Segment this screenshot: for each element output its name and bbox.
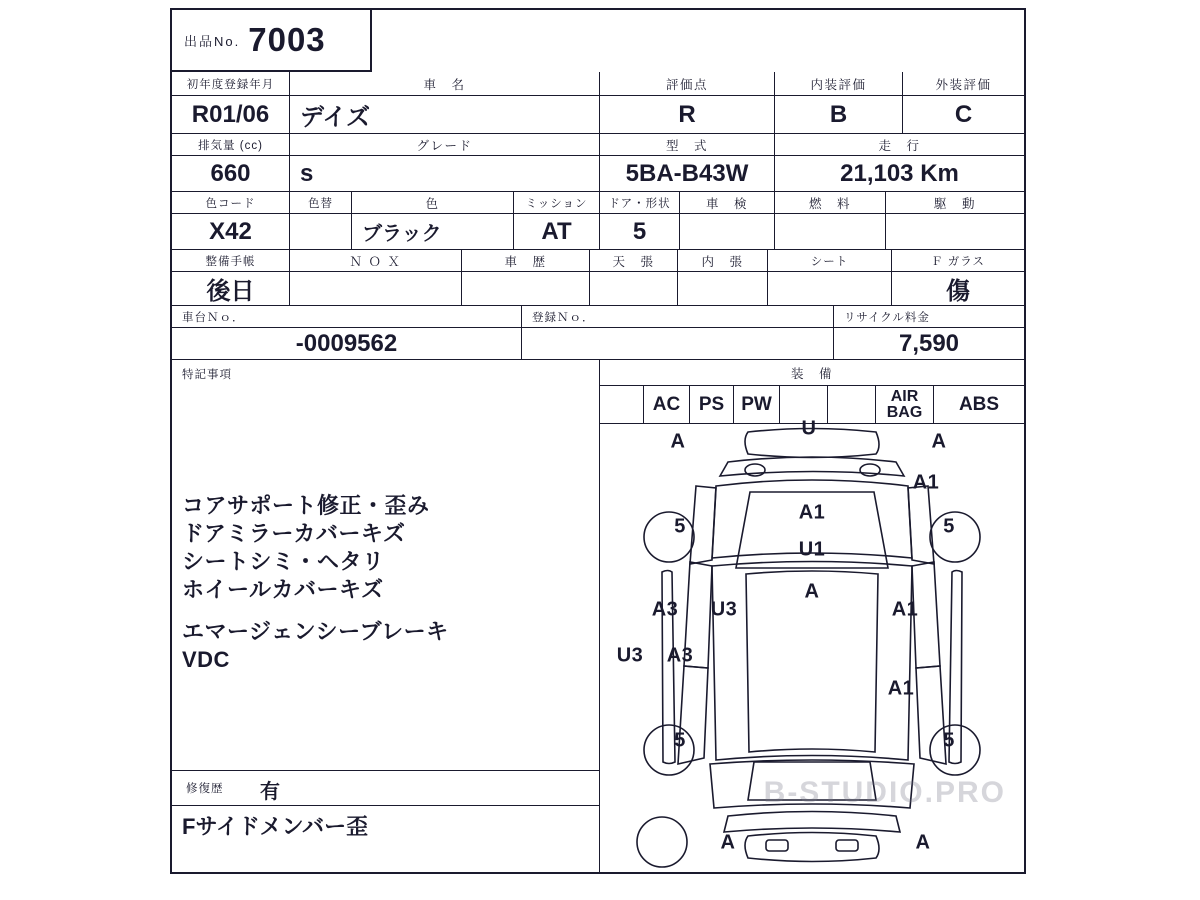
repair-detail: Fサイドメンバー歪: [182, 814, 369, 839]
label-recycle-fee: リサイクル料金: [834, 306, 1024, 328]
label-first-reg-year: 初年度登録年月: [172, 72, 290, 96]
notes-label: 特記事項: [182, 369, 232, 381]
label-doors: ドア・形状: [600, 192, 680, 214]
value-mission: AT: [514, 214, 600, 250]
value-displacement: 660: [172, 156, 290, 192]
damage-mark: A1: [798, 501, 826, 524]
damage-mark: U1: [798, 538, 826, 561]
repair-history-value: 有: [260, 781, 280, 803]
equipment-cell-ps: PS: [690, 386, 734, 424]
airbag-line-2: BAG: [886, 403, 923, 421]
airbag-line-1: AIR: [890, 387, 919, 405]
label-model-code: 型 式: [600, 134, 775, 156]
value-grade: s: [290, 156, 600, 192]
value-chassis-no: -0009562: [172, 328, 522, 360]
value-doors: 5: [600, 214, 680, 250]
damage-mark: A: [720, 831, 736, 854]
note-line: コアサポート修正・歪み: [182, 493, 430, 518]
value-color-code: X42: [172, 214, 290, 250]
label-color-code: 色コード: [172, 192, 290, 214]
equipment-cell-ac: AC: [644, 386, 690, 424]
label-seat: シート: [768, 250, 892, 272]
label-registration-no: 登録Ｎｏ．: [522, 306, 834, 328]
lot-number-label: 出品No.: [184, 33, 241, 49]
damage-mark: A3: [651, 598, 679, 621]
note-line: ドアミラーカバーキズ: [182, 521, 406, 547]
auction-sheet: [170, 8, 1026, 874]
value-car-name: デイズ: [290, 96, 600, 134]
damage-mark: A: [804, 580, 820, 603]
damage-mark: U3: [710, 598, 738, 621]
label-color: 色: [352, 192, 514, 214]
label-grade: グレード: [290, 134, 600, 156]
value-recycle-fee: 7,590: [834, 328, 1024, 360]
label-car-name: 車 名: [290, 72, 600, 96]
label-exterior-rating: 外装評価: [903, 72, 1024, 96]
label-front-glass: Ｆ ガラス: [892, 250, 1024, 272]
damage-mark: U3: [616, 644, 644, 667]
label-fuel: 燃 料: [775, 192, 886, 214]
damage-mark: A1: [891, 598, 919, 621]
damage-mark: A1: [887, 677, 915, 700]
note-line: ホイールカバーキズ: [182, 577, 384, 603]
label-maintenance-book: 整備手帳: [172, 250, 290, 272]
label-roof-lining: 天 張: [590, 250, 678, 272]
lot-number-value: 7003: [248, 21, 326, 58]
damage-mark: A: [915, 831, 931, 854]
equipment-cell-abs: ABS: [934, 386, 1024, 424]
damage-mark: 5: [674, 515, 686, 538]
damage-mark: 5: [674, 729, 686, 752]
label-nox: Ｎ Ｏ Ｘ: [290, 250, 462, 272]
equipment-cell-pw: PW: [734, 386, 780, 424]
equipment-label-cell: 装 備: [600, 360, 1024, 386]
value-mileage: 21,103 Km: [775, 156, 1024, 192]
damage-mark-layer: [172, 10, 1024, 872]
damage-mark: A3: [666, 644, 694, 667]
label-history: 車 歴: [462, 250, 590, 272]
damage-mark: 5: [943, 729, 955, 752]
label-mission: ミッション: [514, 192, 600, 214]
value-interior-rating: B: [775, 96, 903, 134]
damage-mark: A: [670, 430, 686, 453]
repair-history-label: 修復歴: [186, 783, 224, 795]
damage-mark: A1: [912, 471, 940, 494]
note-line: シートシミ・ヘタリ: [182, 549, 385, 575]
label-interior-lining: 内 張: [678, 250, 768, 272]
label-color-change: 色替: [290, 192, 352, 214]
note-line: VDC: [182, 647, 230, 673]
label-displacement: 排気量 (cc): [172, 134, 290, 156]
value-first-reg-year: R01/06: [172, 96, 290, 134]
damage-mark: A: [931, 430, 947, 453]
label-chassis-no: 車台Ｎｏ．: [172, 306, 522, 328]
value-exterior-rating: C: [903, 96, 1024, 134]
note-line: エマージェンシーブレーキ: [182, 619, 449, 644]
value-maintenance-book: 後日: [172, 272, 290, 306]
label-mileage: 走 行: [775, 134, 1024, 156]
damage-mark: U: [801, 417, 817, 440]
label-inspection: 車 検: [680, 192, 775, 214]
damage-mark: 5: [943, 515, 955, 538]
label-grade-point: 評価点: [600, 72, 775, 96]
watermark: B-STUDIO.PRO: [763, 776, 1006, 809]
label-interior-rating: 内装評価: [775, 72, 903, 96]
value-front-glass: 傷: [892, 272, 1024, 306]
value-color: ブラック: [352, 214, 514, 250]
value-grade-point: R: [600, 96, 775, 134]
value-model-code: 5BA-B43W: [600, 156, 775, 192]
label-drive: 駆 動: [886, 192, 1024, 214]
